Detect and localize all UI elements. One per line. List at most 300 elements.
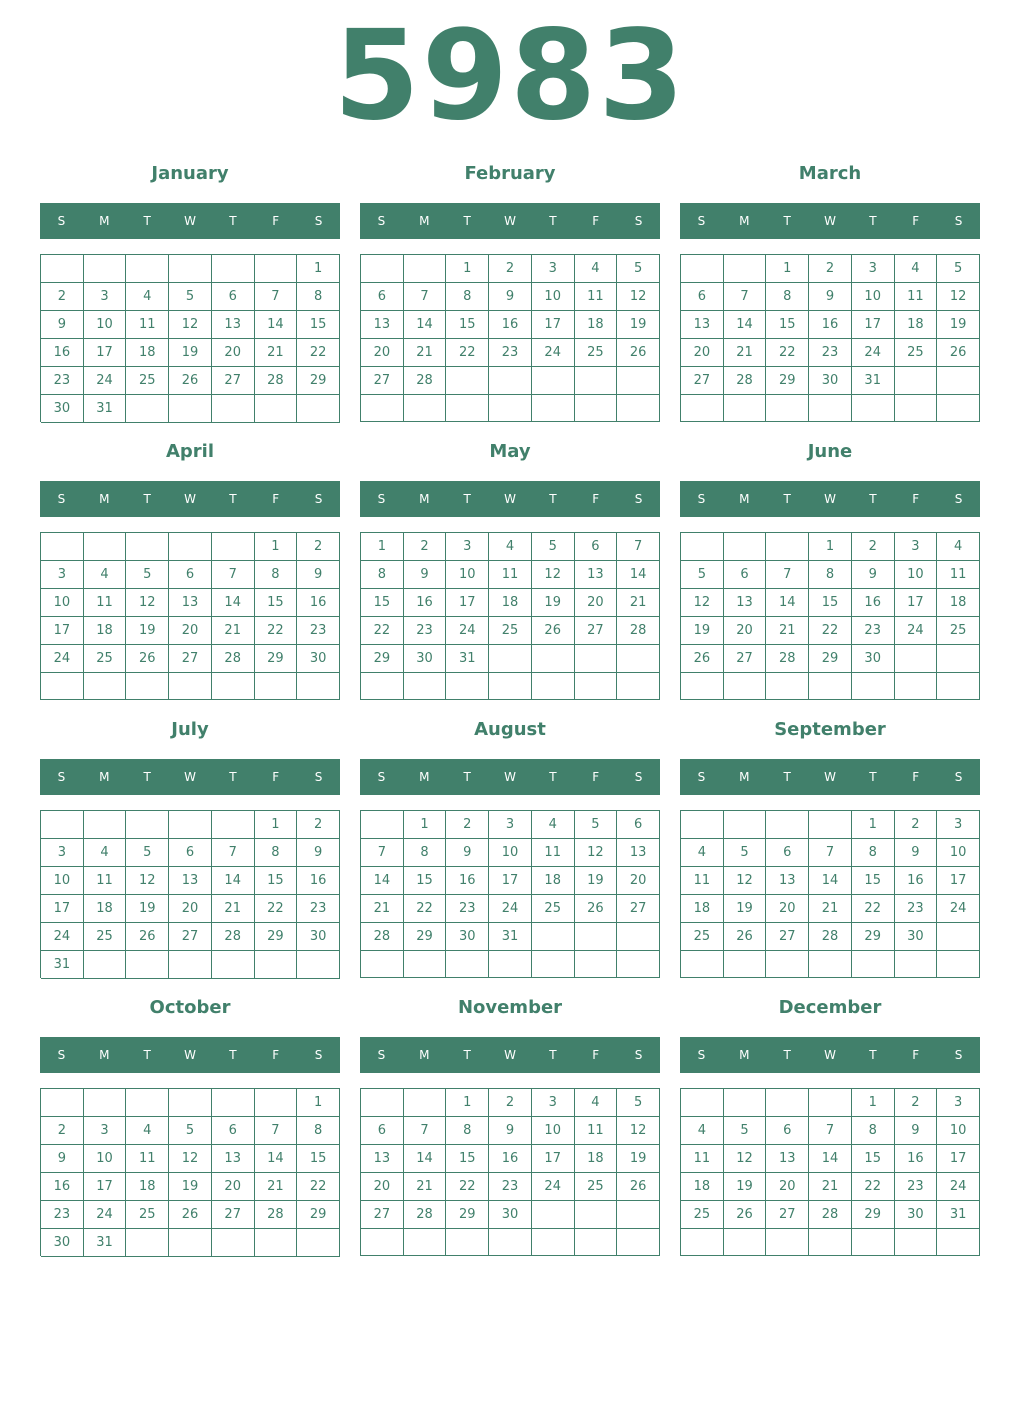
- day-cell: 3: [532, 255, 575, 283]
- weekday-label: S: [954, 492, 963, 506]
- day-cell: 21: [361, 895, 404, 923]
- day-cell: 11: [937, 561, 980, 589]
- day-cell: 25: [575, 339, 618, 367]
- day-cell: 27: [724, 645, 767, 673]
- empty-day-cell: [937, 645, 980, 673]
- day-cell: 29: [297, 367, 340, 395]
- day-cell: 2: [489, 255, 532, 283]
- weekday-label: F: [912, 214, 920, 228]
- day-cell: 30: [809, 367, 852, 395]
- empty-day-cell: [212, 533, 255, 561]
- weekday-label: M: [419, 1048, 430, 1062]
- day-cell: 8: [852, 839, 895, 867]
- day-cell: 2: [852, 533, 895, 561]
- day-cell: 19: [575, 867, 618, 895]
- weekday-header: [40, 481, 340, 517]
- weekday-label: S: [314, 1048, 323, 1062]
- weekday-header: [40, 759, 340, 795]
- day-cell: 7: [724, 283, 767, 311]
- day-cell: 28: [212, 645, 255, 673]
- day-cell: 22: [255, 895, 298, 923]
- weekday-label: T: [869, 770, 877, 784]
- empty-day-cell: [126, 533, 169, 561]
- empty-day-cell: [532, 673, 575, 700]
- empty-day-cell: [681, 255, 724, 283]
- day-cell: 7: [255, 1117, 298, 1145]
- day-cell: 7: [255, 283, 298, 311]
- day-cell: 6: [766, 1117, 809, 1145]
- day-cell: 17: [489, 867, 532, 895]
- weekday-label: S: [634, 492, 643, 506]
- weekday-label: W: [504, 214, 516, 228]
- empty-day-cell: [297, 1229, 340, 1257]
- day-cell: 14: [404, 1145, 447, 1173]
- day-cell: 9: [852, 561, 895, 589]
- day-cell: 10: [489, 839, 532, 867]
- day-cell: 30: [895, 923, 938, 951]
- day-cell: 9: [895, 839, 938, 867]
- empty-day-cell: [617, 1229, 660, 1256]
- day-cell: 28: [212, 923, 255, 951]
- day-cell: 25: [489, 617, 532, 645]
- day-cell: 20: [361, 339, 404, 367]
- empty-day-cell: [41, 811, 84, 839]
- day-cell: 20: [617, 867, 660, 895]
- weekday-label: F: [272, 492, 280, 506]
- day-cell: 3: [446, 533, 489, 561]
- weekday-label: S: [377, 770, 386, 784]
- day-cell: 27: [212, 1201, 255, 1229]
- day-cell: 8: [852, 1117, 895, 1145]
- day-cell: 30: [852, 645, 895, 673]
- empty-day-cell: [532, 367, 575, 395]
- day-cell: 22: [297, 1173, 340, 1201]
- year-title: 5983: [333, 4, 687, 148]
- empty-day-cell: [169, 1089, 212, 1117]
- day-cell: 7: [404, 1117, 447, 1145]
- weekday-header: [40, 1037, 340, 1073]
- empty-day-cell: [489, 645, 532, 673]
- day-cell: 11: [681, 1145, 724, 1173]
- day-cell: 5: [169, 1117, 212, 1145]
- day-cell: 31: [41, 951, 84, 979]
- day-cell: 22: [404, 895, 447, 923]
- day-cell: 3: [84, 283, 127, 311]
- day-cell: 7: [809, 839, 852, 867]
- month-name: May: [489, 441, 531, 462]
- day-cell: 22: [297, 339, 340, 367]
- empty-day-cell: [446, 395, 489, 422]
- weekday-label: T: [229, 492, 237, 506]
- day-cell: 19: [681, 617, 724, 645]
- day-cell: 20: [169, 895, 212, 923]
- day-cell: 15: [297, 1145, 340, 1173]
- day-cell: 27: [361, 1201, 404, 1229]
- day-cell: 5: [532, 533, 575, 561]
- day-cell: 13: [169, 589, 212, 617]
- empty-day-cell: [766, 673, 809, 700]
- day-grid: [680, 254, 980, 422]
- day-cell: 9: [489, 1117, 532, 1145]
- day-cell: 5: [169, 283, 212, 311]
- weekday-label: F: [272, 770, 280, 784]
- empty-day-cell: [681, 1229, 724, 1256]
- day-cell: 7: [212, 561, 255, 589]
- day-cell: 5: [575, 811, 618, 839]
- day-cell: 29: [361, 645, 404, 673]
- day-cell: 12: [126, 867, 169, 895]
- day-cell: 23: [297, 617, 340, 645]
- day-cell: 6: [575, 533, 618, 561]
- day-cell: 31: [937, 1201, 980, 1229]
- empty-day-cell: [41, 673, 84, 700]
- day-cell: 8: [766, 283, 809, 311]
- empty-day-cell: [681, 951, 724, 978]
- day-cell: 28: [766, 645, 809, 673]
- day-cell: 19: [126, 617, 169, 645]
- day-cell: 22: [446, 339, 489, 367]
- day-cell: 11: [126, 311, 169, 339]
- day-cell: 17: [446, 589, 489, 617]
- weekday-label: T: [229, 214, 237, 228]
- day-cell: 28: [724, 367, 767, 395]
- empty-day-cell: [169, 1229, 212, 1257]
- day-cell: 27: [169, 923, 212, 951]
- day-cell: 6: [361, 1117, 404, 1145]
- weekday-label: W: [504, 770, 516, 784]
- day-cell: 15: [852, 867, 895, 895]
- day-cell: 1: [809, 533, 852, 561]
- weekday-label: S: [377, 214, 386, 228]
- empty-day-cell: [532, 951, 575, 978]
- weekday-label: S: [57, 1048, 66, 1062]
- empty-day-cell: [84, 1089, 127, 1117]
- day-cell: 28: [255, 1201, 298, 1229]
- empty-day-cell: [169, 811, 212, 839]
- day-cell: 18: [895, 311, 938, 339]
- day-cell: 24: [489, 895, 532, 923]
- day-cell: 19: [126, 895, 169, 923]
- empty-day-cell: [361, 395, 404, 422]
- empty-day-cell: [489, 673, 532, 700]
- weekday-label: S: [954, 1048, 963, 1062]
- day-cell: 18: [575, 1145, 618, 1173]
- day-cell: 16: [489, 311, 532, 339]
- day-cell: 12: [724, 1145, 767, 1173]
- day-cell: 7: [766, 561, 809, 589]
- day-cell: 5: [724, 839, 767, 867]
- day-cell: 13: [212, 311, 255, 339]
- empty-day-cell: [361, 1229, 404, 1256]
- day-cell: 18: [681, 1173, 724, 1201]
- day-cell: 6: [681, 283, 724, 311]
- day-cell: 12: [617, 283, 660, 311]
- day-cell: 3: [84, 1117, 127, 1145]
- weekday-label: W: [504, 1048, 516, 1062]
- day-cell: 15: [255, 867, 298, 895]
- day-cell: 24: [446, 617, 489, 645]
- day-cell: 26: [169, 367, 212, 395]
- day-cell: 2: [895, 1089, 938, 1117]
- weekday-label: F: [592, 1048, 600, 1062]
- day-cell: 28: [361, 923, 404, 951]
- month-name: January: [151, 163, 229, 184]
- day-cell: 23: [895, 1173, 938, 1201]
- day-cell: 17: [41, 617, 84, 645]
- weekday-label: T: [143, 770, 151, 784]
- empty-day-cell: [617, 1201, 660, 1229]
- day-cell: 20: [575, 589, 618, 617]
- empty-day-cell: [126, 1229, 169, 1257]
- day-cell: 31: [489, 923, 532, 951]
- day-cell: 29: [852, 1201, 895, 1229]
- day-cell: 2: [41, 1117, 84, 1145]
- day-cell: 10: [532, 1117, 575, 1145]
- empty-day-cell: [895, 645, 938, 673]
- day-cell: 13: [169, 867, 212, 895]
- weekday-label: S: [697, 770, 706, 784]
- day-cell: 21: [724, 339, 767, 367]
- day-cell: 6: [361, 283, 404, 311]
- day-cell: 9: [489, 283, 532, 311]
- day-cell: 6: [169, 561, 212, 589]
- day-cell: 2: [489, 1089, 532, 1117]
- day-cell: 4: [681, 1117, 724, 1145]
- day-cell: 5: [617, 1089, 660, 1117]
- day-cell: 23: [809, 339, 852, 367]
- day-cell: 21: [255, 339, 298, 367]
- empty-day-cell: [361, 673, 404, 700]
- empty-day-cell: [575, 951, 618, 978]
- day-cell: 11: [575, 1117, 618, 1145]
- day-cell: 26: [575, 895, 618, 923]
- day-cell: 15: [766, 311, 809, 339]
- day-cell: 4: [532, 811, 575, 839]
- day-grid: [680, 1088, 980, 1256]
- weekday-label: M: [99, 770, 110, 784]
- day-cell: 11: [895, 283, 938, 311]
- day-cell: 29: [446, 1201, 489, 1229]
- empty-day-cell: [297, 395, 340, 423]
- day-cell: 2: [404, 533, 447, 561]
- empty-day-cell: [532, 1201, 575, 1229]
- day-grid: [40, 1088, 340, 1256]
- day-cell: 28: [404, 367, 447, 395]
- day-cell: 27: [766, 1201, 809, 1229]
- day-cell: 16: [852, 589, 895, 617]
- weekday-label: S: [697, 492, 706, 506]
- empty-day-cell: [212, 1089, 255, 1117]
- empty-day-cell: [852, 673, 895, 700]
- day-cell: 24: [532, 339, 575, 367]
- day-cell: 12: [169, 311, 212, 339]
- empty-day-cell: [681, 1089, 724, 1117]
- empty-day-cell: [169, 395, 212, 423]
- empty-day-cell: [255, 673, 298, 700]
- weekday-label: T: [783, 214, 791, 228]
- day-cell: 25: [84, 923, 127, 951]
- empty-day-cell: [126, 395, 169, 423]
- weekday-header: [360, 203, 660, 239]
- day-cell: 28: [255, 367, 298, 395]
- day-cell: 1: [446, 1089, 489, 1117]
- day-cell: 5: [937, 255, 980, 283]
- day-cell: 3: [895, 533, 938, 561]
- day-cell: 16: [895, 1145, 938, 1173]
- day-cell: 23: [895, 895, 938, 923]
- empty-day-cell: [681, 673, 724, 700]
- empty-day-cell: [84, 533, 127, 561]
- day-cell: 1: [766, 255, 809, 283]
- day-cell: 18: [489, 589, 532, 617]
- weekday-header: [360, 1037, 660, 1073]
- day-cell: 26: [617, 1173, 660, 1201]
- weekday-label: T: [143, 492, 151, 506]
- empty-day-cell: [404, 1229, 447, 1256]
- day-cell: 8: [255, 839, 298, 867]
- day-cell: 5: [126, 839, 169, 867]
- day-cell: 10: [84, 311, 127, 339]
- empty-day-cell: [724, 673, 767, 700]
- empty-day-cell: [532, 923, 575, 951]
- empty-day-cell: [575, 367, 618, 395]
- empty-day-cell: [84, 673, 127, 700]
- day-cell: 20: [724, 617, 767, 645]
- empty-day-cell: [361, 1089, 404, 1117]
- month-name: March: [798, 163, 862, 184]
- day-cell: 2: [446, 811, 489, 839]
- day-cell: 14: [766, 589, 809, 617]
- day-cell: 29: [852, 923, 895, 951]
- month-name: August: [474, 719, 546, 740]
- day-cell: 10: [41, 867, 84, 895]
- empty-day-cell: [446, 673, 489, 700]
- empty-day-cell: [41, 1089, 84, 1117]
- empty-day-cell: [361, 811, 404, 839]
- day-cell: 20: [766, 1173, 809, 1201]
- weekday-label: T: [783, 1048, 791, 1062]
- weekday-label: T: [869, 492, 877, 506]
- day-cell: 13: [681, 311, 724, 339]
- weekday-label: F: [592, 214, 600, 228]
- weekday-label: M: [99, 492, 110, 506]
- weekday-label: F: [592, 492, 600, 506]
- empty-day-cell: [489, 367, 532, 395]
- day-cell: 12: [532, 561, 575, 589]
- empty-day-cell: [724, 1089, 767, 1117]
- empty-day-cell: [84, 811, 127, 839]
- day-cell: 16: [489, 1145, 532, 1173]
- day-cell: 11: [489, 561, 532, 589]
- empty-day-cell: [169, 673, 212, 700]
- weekday-label: S: [377, 492, 386, 506]
- weekday-label: W: [184, 770, 196, 784]
- weekday-label: T: [869, 1048, 877, 1062]
- empty-day-cell: [766, 951, 809, 978]
- day-cell: 22: [852, 1173, 895, 1201]
- weekday-label: M: [419, 214, 430, 228]
- day-cell: 14: [809, 1145, 852, 1173]
- weekday-label: F: [592, 770, 600, 784]
- day-cell: 23: [404, 617, 447, 645]
- day-cell: 5: [126, 561, 169, 589]
- day-cell: 14: [255, 1145, 298, 1173]
- empty-day-cell: [404, 951, 447, 978]
- day-cell: 10: [937, 839, 980, 867]
- day-cell: 13: [617, 839, 660, 867]
- empty-day-cell: [126, 951, 169, 979]
- day-cell: 11: [681, 867, 724, 895]
- month-name: June: [807, 441, 853, 462]
- day-cell: 18: [681, 895, 724, 923]
- day-cell: 8: [404, 839, 447, 867]
- day-cell: 19: [532, 589, 575, 617]
- day-cell: 31: [84, 1229, 127, 1257]
- day-cell: 8: [809, 561, 852, 589]
- day-cell: 8: [255, 561, 298, 589]
- day-cell: 3: [852, 255, 895, 283]
- empty-day-cell: [489, 395, 532, 422]
- day-cell: 6: [169, 839, 212, 867]
- weekday-label: F: [272, 1048, 280, 1062]
- weekday-label: T: [549, 492, 557, 506]
- day-grid: [360, 810, 660, 978]
- empty-day-cell: [446, 367, 489, 395]
- day-cell: 25: [937, 617, 980, 645]
- day-cell: 12: [937, 283, 980, 311]
- day-cell: 4: [681, 839, 724, 867]
- empty-day-cell: [297, 673, 340, 700]
- day-cell: 24: [84, 1201, 127, 1229]
- day-cell: 9: [809, 283, 852, 311]
- weekday-label: S: [57, 214, 66, 228]
- weekday-label: W: [184, 1048, 196, 1062]
- weekday-label: M: [99, 214, 110, 228]
- day-cell: 11: [84, 589, 127, 617]
- empty-day-cell: [126, 1089, 169, 1117]
- day-cell: 18: [575, 311, 618, 339]
- day-cell: 19: [169, 339, 212, 367]
- empty-day-cell: [575, 673, 618, 700]
- day-cell: 28: [809, 1201, 852, 1229]
- day-cell: 8: [297, 283, 340, 311]
- day-cell: 29: [255, 645, 298, 673]
- weekday-header: [680, 203, 980, 239]
- month-name: April: [165, 441, 215, 462]
- day-cell: 14: [255, 311, 298, 339]
- day-grid: [360, 532, 660, 700]
- day-cell: 26: [169, 1201, 212, 1229]
- weekday-label: W: [504, 492, 516, 506]
- weekday-label: S: [314, 770, 323, 784]
- month-name: September: [774, 719, 886, 740]
- empty-day-cell: [489, 951, 532, 978]
- weekday-label: W: [184, 214, 196, 228]
- day-cell: 30: [895, 1201, 938, 1229]
- day-cell: 10: [937, 1117, 980, 1145]
- empty-day-cell: [766, 811, 809, 839]
- day-cell: 21: [212, 895, 255, 923]
- day-cell: 25: [681, 1201, 724, 1229]
- empty-day-cell: [575, 923, 618, 951]
- day-cell: 8: [446, 1117, 489, 1145]
- weekday-label: S: [634, 770, 643, 784]
- day-cell: 3: [41, 561, 84, 589]
- empty-day-cell: [852, 395, 895, 422]
- day-cell: 18: [126, 339, 169, 367]
- day-cell: 6: [766, 839, 809, 867]
- day-cell: 9: [41, 311, 84, 339]
